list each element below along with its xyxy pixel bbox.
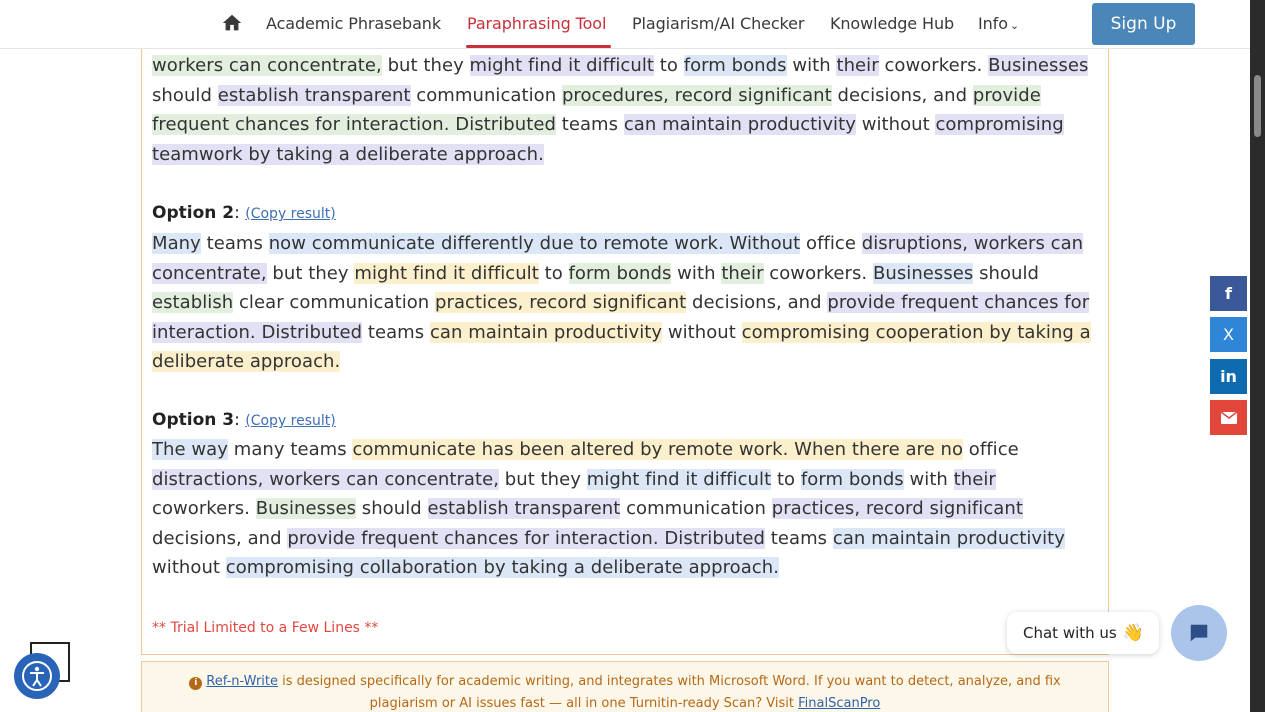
- trial-limit-notice: ** Trial Limited to a Few Lines **: [152, 620, 379, 636]
- option2-header: Option 2: (Copy result): [152, 203, 336, 223]
- finalscanpro-link[interactable]: FinalScanPro: [798, 696, 881, 711]
- chat-prompt-bubble[interactable]: [1007, 612, 1159, 654]
- accessibility-icon: [20, 659, 54, 693]
- option2-text: Many teams now communicate differently due to remote work. Without office disruptions, workers can concentrate, but they might find it difficult to form bonds with their coworkers. Businesses should establish clear communication practices, record significant decisions, and provide frequent chances for interaction. Distributed teams can maintain productivity without compromising cooperation by taking a deliberate approach.: [152, 233, 1091, 373]
- email-share-button[interactable]: [1210, 400, 1247, 435]
- ref-n-write-link[interactable]: Ref-n-Write: [206, 674, 278, 689]
- nav-info-label: Info: [978, 14, 1008, 33]
- chevron-down-icon: ⌄: [1009, 19, 1020, 32]
- info-icon: i: [189, 677, 202, 690]
- page-scrollbar[interactable]: [1250, 0, 1265, 712]
- chat-icon: [1188, 622, 1210, 644]
- sign-up-button[interactable]: Sign Up: [1092, 3, 1195, 45]
- home-icon[interactable]: [221, 12, 243, 34]
- active-tab-indicator: [466, 45, 611, 48]
- linkedin-share-button[interactable]: [1210, 359, 1247, 394]
- chat-label: Chat with us: [1023, 624, 1117, 642]
- results-panel: [141, 49, 1109, 655]
- option3-header: Option 3: (Copy result): [152, 410, 336, 430]
- copy-result-option3[interactable]: (Copy result): [245, 413, 336, 429]
- chat-open-button[interactable]: [1171, 605, 1227, 661]
- scrollbar-thumb[interactable]: [1254, 75, 1261, 137]
- option3-label: Option 3: [152, 410, 235, 430]
- facebook-share-button[interactable]: [1210, 276, 1247, 311]
- nav-paraphrasing-tool[interactable]: Paraphrasing Tool: [467, 14, 607, 33]
- top-nav: [0, 0, 1250, 49]
- nav-knowledge-hub[interactable]: Knowledge Hub: [830, 14, 955, 33]
- option1-text: workers can concentrate, but they might find it difficult to form bonds with their coworkers. Businesses should establish transparent communication procedures, record significant decisions, and provide frequent chances for interaction. Distributed teams can maintain productivity without compromising teamwork by taking a deliberate approach.: [152, 55, 1089, 165]
- email-icon: [1221, 412, 1237, 424]
- facebook-icon: f: [1225, 284, 1232, 303]
- copy-result-option2[interactable]: (Copy result): [245, 206, 336, 222]
- option2-label: Option 2: [152, 203, 235, 223]
- ref-n-write-notice: i Ref-n-Write is designed specifically for academic writing, and integrates with Microsoft Word. If you want to detect, analyze, and fix plagiarism or AI issues fast — all in one Turnitin-ready Scan? Visit FinalScanPro: [141, 661, 1109, 712]
- wave-icon: 👋: [1122, 623, 1144, 643]
- nav-academic-phrasebank[interactable]: Academic Phrasebank: [266, 14, 441, 33]
- nav-info[interactable]: [978, 14, 1019, 33]
- x-share-button[interactable]: [1210, 317, 1247, 352]
- x-icon: X: [1223, 325, 1234, 344]
- accessibility-button[interactable]: [14, 653, 60, 699]
- linkedin-icon: in: [1220, 367, 1237, 386]
- nav-plagiarism-checker[interactable]: Plagiarism/AI Checker: [632, 14, 805, 33]
- option3-text: The way many teams communicate has been altered by remote work. When there are no office distractions, workers can concentrate, but they might find it difficult to form bonds with their coworkers. Businesses should establish transparent communication practices, record significant decisions, and provide frequent chances for interaction. Distributed teams can maintain productivity without compromising collaboration by taking a deliberate approach.: [152, 439, 1065, 579]
